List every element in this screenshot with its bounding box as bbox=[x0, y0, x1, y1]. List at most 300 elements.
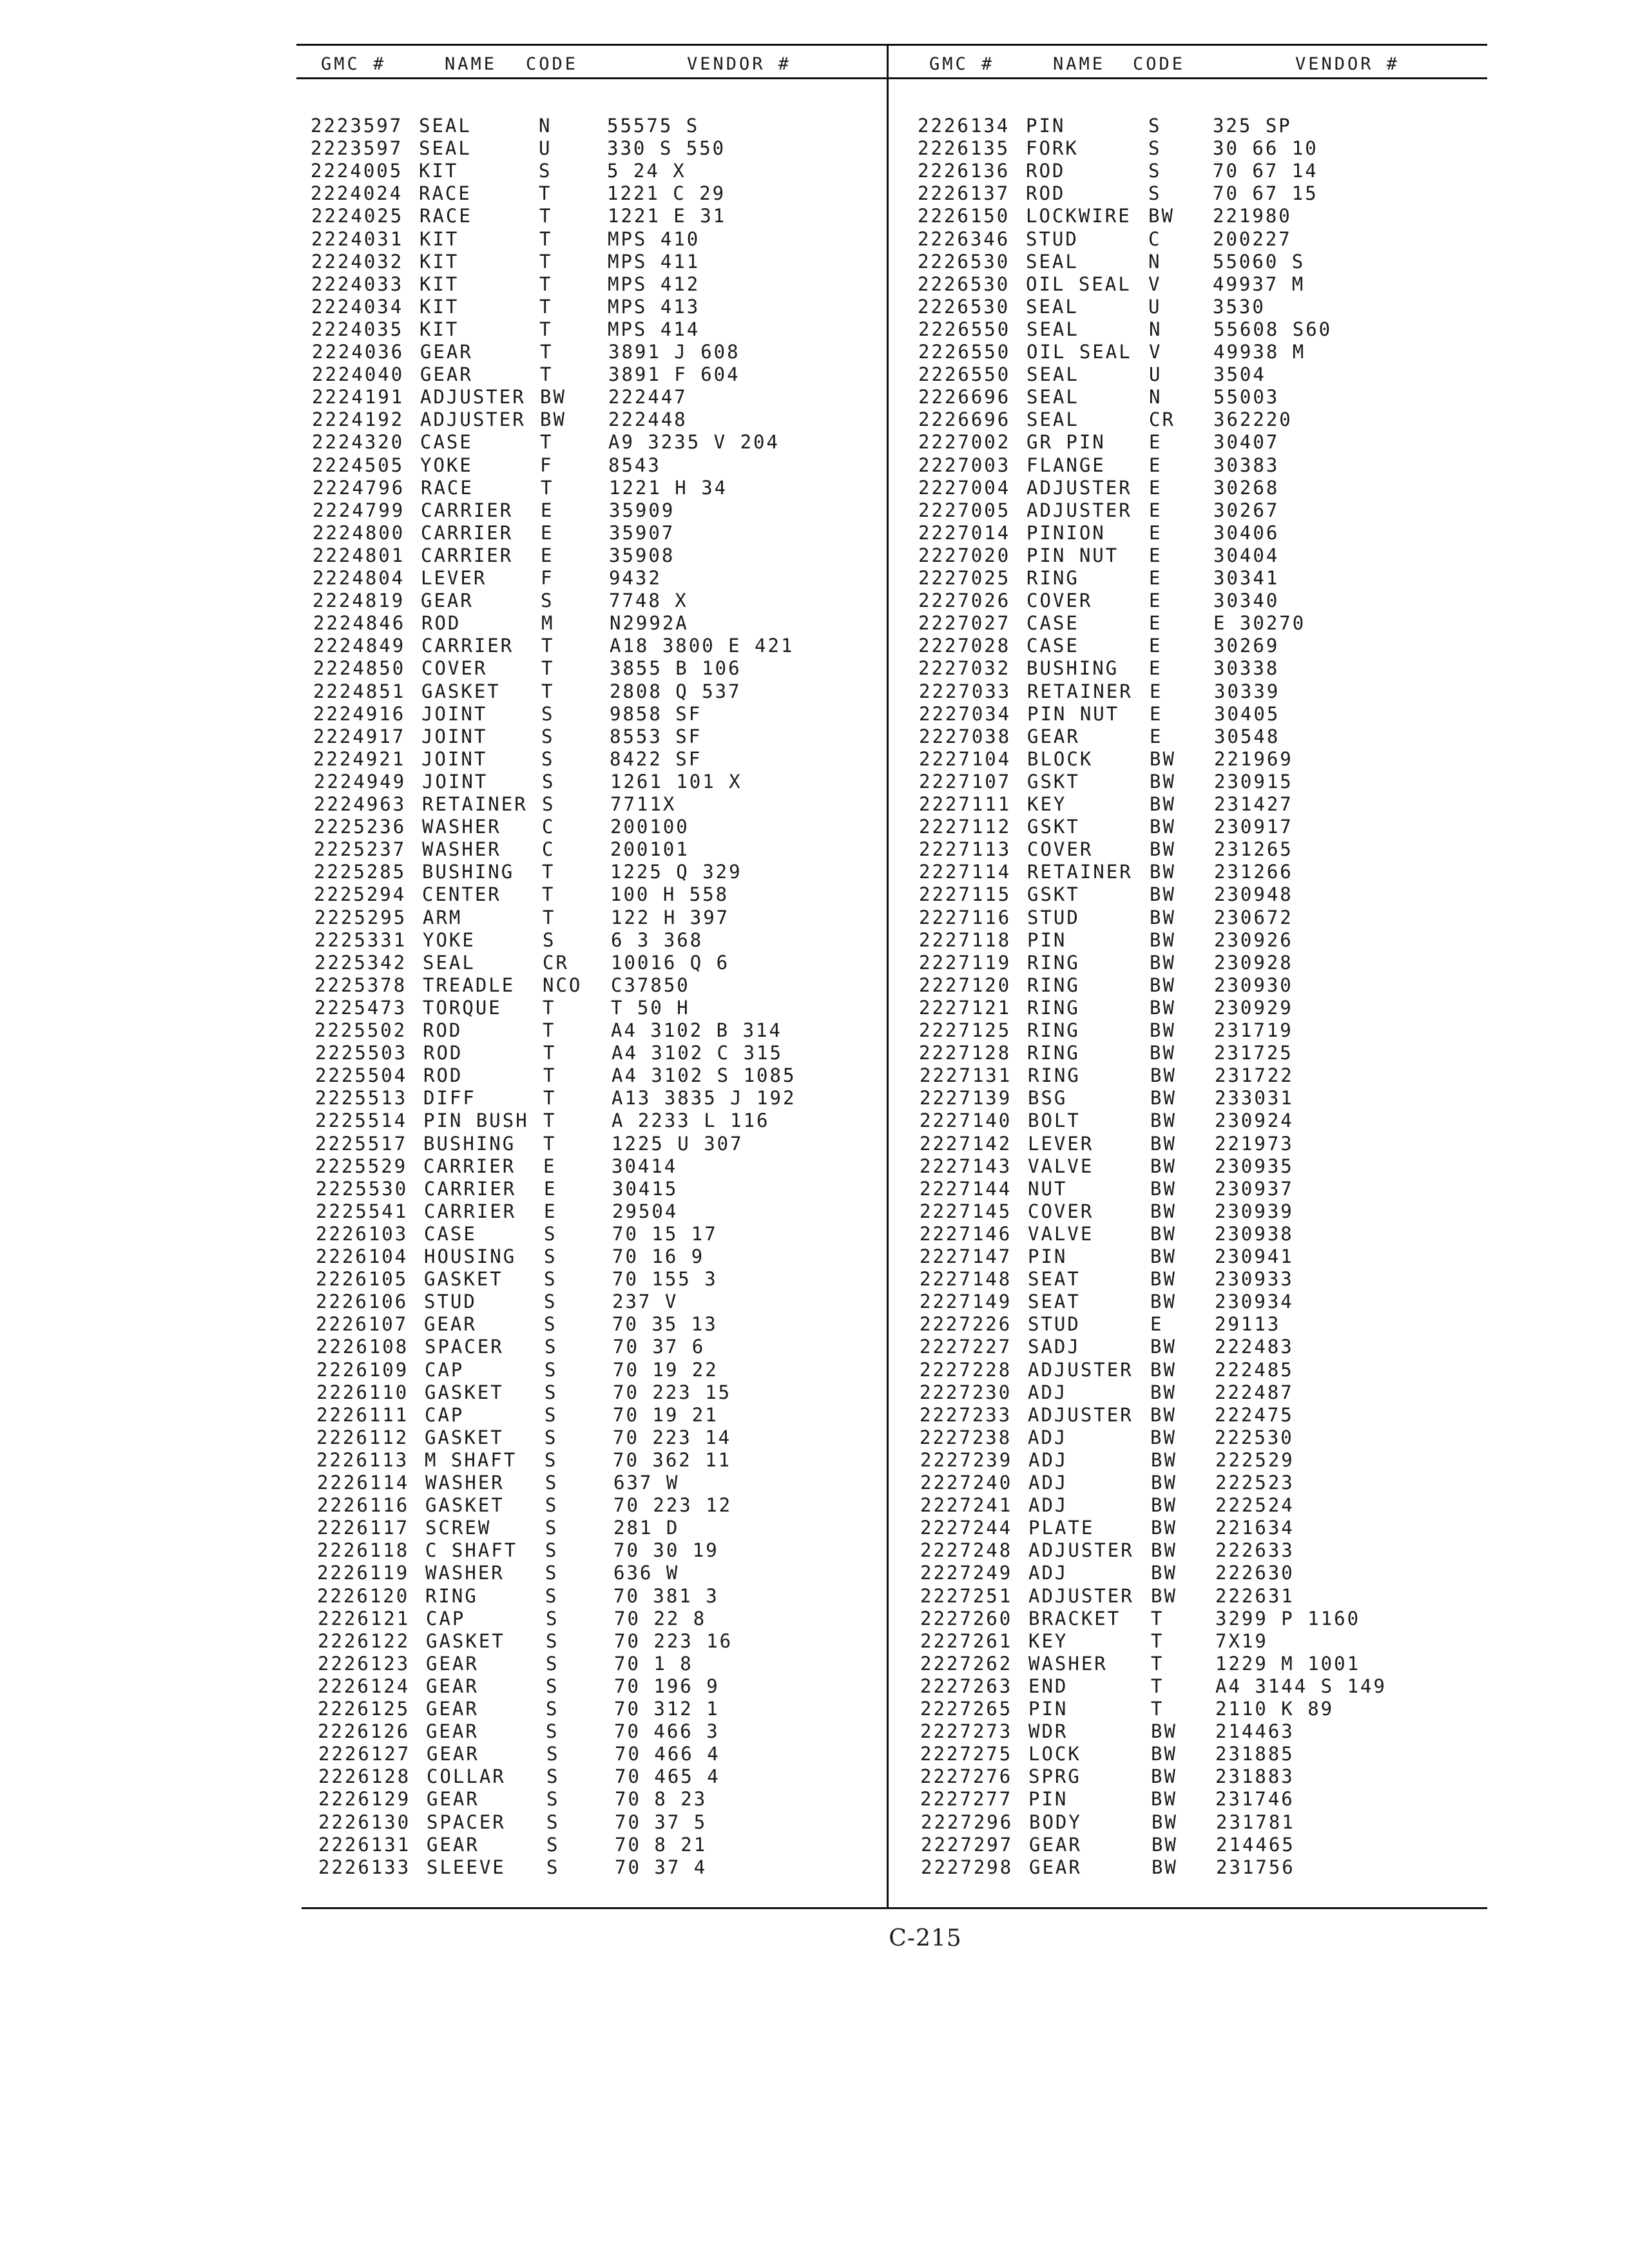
cell-name: COVER bbox=[421, 657, 488, 680]
cell-gmc: 2227125 bbox=[919, 1019, 1012, 1041]
cell-code: T bbox=[1151, 1629, 1164, 1652]
cell-code: T bbox=[540, 431, 554, 454]
cell-name: HOUSING bbox=[424, 1245, 517, 1267]
cell-vendor: 30268 bbox=[1213, 476, 1280, 499]
cell-vendor: 3891 F 604 bbox=[608, 363, 740, 386]
cell-code: E bbox=[1149, 590, 1162, 612]
cell-name: GEAR bbox=[426, 1698, 479, 1720]
cell-gmc: 2224916 bbox=[313, 702, 406, 725]
cell-gmc: 2226133 bbox=[318, 1856, 411, 1878]
cell-name: END bbox=[1028, 1675, 1068, 1697]
cell-gmc: 2227118 bbox=[919, 928, 1012, 951]
cell-vendor: 231883 bbox=[1215, 1765, 1295, 1788]
cell-name: RING bbox=[1027, 1019, 1080, 1041]
cell-vendor: 29113 bbox=[1215, 1313, 1281, 1336]
cell-vendor: 222630 bbox=[1215, 1562, 1295, 1584]
cell-vendor: 70 466 3 bbox=[614, 1720, 720, 1743]
cell-vendor: 231265 bbox=[1214, 838, 1293, 861]
cell-vendor: MPS 411 bbox=[608, 250, 700, 273]
cell-name: ADJUSTER bbox=[1027, 499, 1132, 521]
cell-code: BW bbox=[1150, 1155, 1177, 1177]
cell-name: KIT bbox=[419, 273, 459, 295]
cell-code: CR bbox=[1149, 408, 1175, 431]
cell-vendor: 70 466 4 bbox=[615, 1743, 720, 1765]
cell-vendor: N2992A bbox=[610, 612, 689, 635]
cell-vendor: MPS 410 bbox=[608, 227, 700, 250]
cell-code: E bbox=[544, 1200, 557, 1222]
cell-code: BW bbox=[1151, 1494, 1177, 1517]
cell-code: BW bbox=[1151, 1743, 1177, 1765]
cell-name: OIL SEAL bbox=[1027, 341, 1132, 363]
cell-name: STUD bbox=[1028, 1313, 1081, 1336]
cell-code: S bbox=[546, 1698, 559, 1720]
cell-code: S bbox=[544, 1268, 557, 1291]
cell-name: GSKT bbox=[1027, 883, 1080, 906]
cell-vendor: 70 37 5 bbox=[615, 1811, 708, 1833]
cell-code: S bbox=[546, 1652, 559, 1675]
cell-vendor: 221980 bbox=[1213, 205, 1292, 227]
cell-gmc: 2227111 bbox=[919, 793, 1012, 815]
cell-vendor: 222483 bbox=[1215, 1336, 1294, 1358]
cell-name: GEAR bbox=[420, 363, 473, 386]
cell-vendor: 6 3 368 bbox=[611, 928, 704, 951]
cell-gmc: 2227014 bbox=[918, 521, 1011, 544]
cell-vendor: 30269 bbox=[1213, 635, 1280, 657]
cell-name: CARRIER bbox=[421, 499, 514, 521]
cell-name: GEAR bbox=[1027, 725, 1080, 747]
cell-vendor: 222487 bbox=[1215, 1381, 1294, 1403]
cell-name: CAP bbox=[425, 1358, 465, 1381]
cell-name: GASKET bbox=[424, 1268, 503, 1291]
cell-code: T bbox=[539, 295, 553, 318]
cell-code: E bbox=[1149, 635, 1162, 657]
cell-code: E bbox=[1149, 521, 1162, 544]
cell-vendor: 70 223 16 bbox=[614, 1629, 733, 1652]
cell-code: S bbox=[1148, 115, 1162, 137]
cell-gmc: 2227107 bbox=[919, 770, 1012, 793]
cell-code: T bbox=[543, 1019, 556, 1041]
cell-vendor: 70 37 6 bbox=[613, 1336, 706, 1358]
cell-name: GASKET bbox=[426, 1629, 505, 1652]
cell-code: T bbox=[539, 250, 553, 273]
cell-gmc: 2227025 bbox=[918, 567, 1011, 589]
cell-vendor: 30 66 10 bbox=[1213, 137, 1318, 160]
cell-vendor: 30548 bbox=[1214, 725, 1280, 747]
cell-vendor: 35907 bbox=[609, 521, 675, 544]
cell-vendor: 70 19 22 bbox=[613, 1358, 718, 1381]
cell-code: S bbox=[546, 1788, 560, 1811]
cell-gmc: 2226121 bbox=[318, 1607, 410, 1629]
cell-gmc: 2226346 bbox=[918, 227, 1010, 250]
cell-name: PINION bbox=[1027, 521, 1106, 544]
cell-gmc: 2225517 bbox=[315, 1132, 408, 1155]
cell-gmc: 2224033 bbox=[311, 273, 404, 295]
cell-code: S bbox=[545, 1403, 558, 1426]
cell-gmc: 2227112 bbox=[919, 816, 1012, 838]
cell-code: S bbox=[546, 1833, 560, 1856]
cell-name: KEY bbox=[1028, 1629, 1068, 1652]
cell-name: GEAR bbox=[1029, 1833, 1082, 1856]
cell-name: CASE bbox=[420, 431, 473, 454]
cell-vendor: 30405 bbox=[1214, 702, 1280, 725]
cell-vendor: 70 8 23 bbox=[615, 1788, 708, 1811]
cell-name: GSKT bbox=[1027, 816, 1080, 838]
cell-vendor: 231722 bbox=[1215, 1064, 1294, 1087]
cell-vendor: 231266 bbox=[1214, 861, 1293, 883]
cell-vendor: 222448 bbox=[608, 408, 688, 431]
cell-name: BUSHING bbox=[1027, 657, 1119, 680]
cell-vendor: 3504 bbox=[1213, 363, 1266, 386]
cell-vendor: 35908 bbox=[609, 544, 675, 566]
cell-vendor: 70 37 4 bbox=[615, 1856, 708, 1878]
cell-vendor: A18 3800 E 421 bbox=[610, 635, 795, 657]
cell-gmc: 2227027 bbox=[918, 612, 1011, 635]
cell-code: BW bbox=[1150, 1087, 1177, 1110]
cell-name: PIN NUT bbox=[1027, 702, 1120, 725]
cell-code: BW bbox=[1150, 1200, 1177, 1222]
cell-name: C SHAFT bbox=[425, 1539, 518, 1562]
cell-name: JOINT bbox=[421, 725, 488, 747]
cell-name: OIL SEAL bbox=[1026, 273, 1132, 295]
cell-code: S bbox=[545, 1448, 558, 1471]
cell-name: WASHER bbox=[422, 838, 501, 861]
cell-code: S bbox=[546, 1765, 560, 1788]
cell-code: U bbox=[1148, 295, 1162, 318]
cell-code: S bbox=[541, 747, 555, 770]
cell-vendor: 636 W bbox=[613, 1562, 680, 1584]
cell-gmc: 2227261 bbox=[920, 1629, 1013, 1652]
cell-name: JOINT bbox=[421, 702, 488, 725]
cell-name: CARRIER bbox=[423, 1155, 516, 1177]
cell-vendor: 230672 bbox=[1214, 906, 1293, 928]
cell-code: E bbox=[1150, 725, 1163, 747]
cell-code: E bbox=[1149, 431, 1162, 454]
cell-code: BW bbox=[1150, 1245, 1177, 1267]
cell-vendor: 230941 bbox=[1215, 1245, 1294, 1267]
cell-code: S bbox=[546, 1720, 559, 1743]
cell-vendor: 70 312 1 bbox=[614, 1698, 720, 1720]
cell-name: GEAR bbox=[1029, 1856, 1082, 1878]
cell-vendor: 7711X bbox=[610, 793, 677, 815]
cell-name: RETAINER bbox=[1027, 680, 1133, 702]
cell-gmc: 2227145 bbox=[920, 1200, 1012, 1222]
cell-code: E bbox=[1149, 499, 1162, 521]
cell-gmc: 2227121 bbox=[919, 996, 1012, 1019]
cell-name: RACE bbox=[419, 182, 472, 205]
cell-name: SEAL bbox=[1027, 408, 1079, 431]
cell-name: GEAR bbox=[427, 1743, 479, 1765]
cell-gmc: 2224963 bbox=[314, 793, 407, 815]
cell-code: BW bbox=[540, 386, 566, 408]
cell-code: BW bbox=[1150, 1042, 1176, 1064]
cell-gmc: 2226530 bbox=[918, 295, 1010, 318]
cell-name: BOLT bbox=[1028, 1110, 1081, 1132]
cell-code: BW bbox=[1150, 793, 1176, 815]
cell-name: LEVER bbox=[421, 567, 487, 589]
cell-vendor: A 2233 L 116 bbox=[612, 1110, 770, 1132]
right-header-code: CODE bbox=[1133, 54, 1186, 74]
cell-vendor: 7748 X bbox=[609, 590, 688, 612]
cell-code: NCO bbox=[543, 974, 583, 996]
cell-gmc: 2225237 bbox=[314, 838, 407, 861]
cell-code: E bbox=[544, 1177, 557, 1200]
cell-vendor: 237 V bbox=[612, 1291, 679, 1313]
cell-code: S bbox=[546, 1743, 560, 1765]
cell-vendor: 70 67 15 bbox=[1213, 182, 1318, 205]
cell-name: CARRIER bbox=[421, 521, 514, 544]
cell-code: V bbox=[1148, 273, 1162, 295]
cell-vendor: 200100 bbox=[610, 816, 689, 838]
cell-name: CARRIER bbox=[421, 635, 514, 657]
cell-code: T bbox=[1151, 1675, 1164, 1697]
cell-code: T bbox=[540, 363, 554, 386]
cell-vendor: 30340 bbox=[1213, 590, 1280, 612]
cell-vendor: 222524 bbox=[1215, 1494, 1295, 1517]
cell-code: S bbox=[1148, 137, 1162, 160]
cell-code: E bbox=[1150, 680, 1163, 702]
cell-name: ADJUSTER bbox=[1028, 1584, 1134, 1607]
cell-gmc: 2224819 bbox=[313, 590, 405, 612]
cell-code: BW bbox=[1150, 1426, 1177, 1448]
cell-name: GEAR bbox=[427, 1788, 479, 1811]
cell-gmc: 2226530 bbox=[918, 273, 1010, 295]
cell-name: ROD bbox=[423, 1019, 463, 1041]
cell-gmc: 2226127 bbox=[318, 1743, 411, 1765]
cell-vendor: 30404 bbox=[1213, 544, 1280, 566]
cell-gmc: 2226105 bbox=[316, 1268, 409, 1291]
cell-name: RACE bbox=[419, 205, 472, 227]
cell-code: S bbox=[541, 590, 554, 612]
cell-gmc: 2223597 bbox=[311, 115, 403, 137]
cell-name: BSG bbox=[1028, 1087, 1068, 1110]
cell-vendor: 35909 bbox=[609, 499, 675, 521]
cell-vendor: 2110 K 89 bbox=[1215, 1698, 1335, 1720]
cell-gmc: 2224846 bbox=[313, 612, 406, 635]
cell-code: S bbox=[546, 1856, 560, 1878]
cell-code: N bbox=[1148, 250, 1162, 273]
cell-code: T bbox=[541, 635, 555, 657]
cell-vendor: 222485 bbox=[1215, 1358, 1294, 1381]
cell-code: S bbox=[541, 702, 555, 725]
top-rule bbox=[296, 44, 1487, 46]
cell-gmc: 2224024 bbox=[311, 182, 403, 205]
cell-name: JOINT bbox=[422, 770, 488, 793]
cell-name: COVER bbox=[1028, 1200, 1094, 1222]
cell-gmc: 2226136 bbox=[918, 160, 1010, 182]
cell-code: E bbox=[1150, 702, 1163, 725]
cell-code: S bbox=[545, 1539, 559, 1562]
cell-vendor: 222475 bbox=[1215, 1403, 1294, 1426]
cell-gmc: 2226131 bbox=[318, 1833, 411, 1856]
cell-code: T bbox=[543, 996, 556, 1019]
cell-name: GEAR bbox=[426, 1675, 479, 1697]
cell-name: BRACKET bbox=[1028, 1607, 1121, 1629]
cell-name: ADJUSTER bbox=[420, 408, 526, 431]
cell-gmc: 2226124 bbox=[318, 1675, 410, 1697]
cell-name: RETAINER bbox=[422, 793, 528, 815]
cell-gmc: 2226137 bbox=[918, 182, 1010, 205]
cell-code: BW bbox=[1148, 205, 1175, 227]
cell-vendor: 221973 bbox=[1215, 1132, 1294, 1155]
cell-code: BW bbox=[1150, 1381, 1177, 1403]
cell-vendor: 230926 bbox=[1214, 928, 1293, 951]
cell-gmc: 2226135 bbox=[918, 137, 1010, 160]
cell-vendor: 55575 S bbox=[607, 115, 700, 137]
cell-code: U bbox=[539, 137, 552, 160]
cell-code: M bbox=[541, 612, 555, 635]
cell-name: ADJ bbox=[1028, 1426, 1068, 1448]
cell-name: GEAR bbox=[424, 1313, 477, 1336]
cell-gmc: 2227275 bbox=[920, 1743, 1013, 1765]
cell-vendor: 55608 S60 bbox=[1213, 318, 1333, 340]
cell-code: BW bbox=[1151, 1788, 1177, 1811]
left-header-vendor: VENDOR # bbox=[687, 54, 792, 74]
cell-vendor: E 30270 bbox=[1213, 612, 1306, 635]
cell-gmc: 2226550 bbox=[918, 318, 1011, 340]
cell-code: BW bbox=[1150, 747, 1176, 770]
cell-vendor: 222529 bbox=[1215, 1448, 1295, 1471]
cell-vendor: 221969 bbox=[1214, 747, 1293, 770]
cell-vendor: 221634 bbox=[1215, 1517, 1295, 1539]
cell-name: GEAR bbox=[426, 1652, 479, 1675]
cell-name: YOKE bbox=[420, 454, 473, 476]
cell-gmc: 2227297 bbox=[921, 1833, 1014, 1856]
cell-name: SLEEVE bbox=[427, 1856, 506, 1878]
cell-gmc: 2226118 bbox=[317, 1539, 410, 1562]
cell-gmc: 2227142 bbox=[920, 1132, 1012, 1155]
cell-code: N bbox=[1149, 386, 1162, 408]
cell-code: E bbox=[1149, 544, 1162, 566]
cell-gmc: 2224917 bbox=[313, 725, 406, 747]
cell-code: BW bbox=[1151, 1584, 1177, 1607]
cell-gmc: 2224034 bbox=[311, 295, 404, 318]
cell-gmc: 2225236 bbox=[314, 816, 407, 838]
cell-gmc: 2225513 bbox=[315, 1087, 408, 1110]
cell-gmc: 2225294 bbox=[314, 883, 407, 906]
cell-code: T bbox=[543, 1042, 557, 1064]
cell-code: BW bbox=[1151, 1562, 1177, 1584]
cell-gmc: 2227260 bbox=[920, 1607, 1013, 1629]
cell-vendor: 222530 bbox=[1215, 1426, 1294, 1448]
cell-gmc: 2226114 bbox=[317, 1472, 410, 1494]
cell-code: S bbox=[544, 1245, 557, 1267]
right-parts-column bbox=[0, 115, 1629, 1893]
right-header-vendor: VENDOR # bbox=[1295, 54, 1400, 74]
cell-gmc: 2226696 bbox=[918, 408, 1011, 431]
cell-name: GR PIN bbox=[1027, 431, 1106, 454]
cell-gmc: 2224850 bbox=[313, 657, 406, 680]
cell-vendor: 30415 bbox=[612, 1177, 679, 1200]
cell-vendor: 70 362 11 bbox=[613, 1448, 732, 1471]
cell-name: TREADLE bbox=[423, 974, 516, 996]
cell-vendor: 70 465 4 bbox=[615, 1765, 720, 1788]
cell-code: BW bbox=[1150, 1268, 1177, 1291]
cell-name: CAP bbox=[425, 1403, 465, 1426]
cell-gmc: 2227020 bbox=[918, 544, 1011, 566]
cell-code: T bbox=[540, 341, 554, 363]
cell-vendor: 70 35 13 bbox=[612, 1313, 718, 1336]
cell-name: ROD bbox=[421, 612, 461, 635]
cell-gmc: 2226119 bbox=[317, 1562, 410, 1584]
cell-name: PLATE bbox=[1028, 1517, 1095, 1539]
cell-gmc: 2224035 bbox=[311, 318, 404, 340]
cell-name: COVER bbox=[1027, 838, 1094, 861]
cell-vendor: T 50 H bbox=[611, 996, 690, 1019]
cell-name: SEAL bbox=[419, 137, 472, 160]
cell-code: S bbox=[539, 160, 552, 182]
cell-name: BUSHING bbox=[423, 1132, 516, 1155]
cell-code: S bbox=[545, 1517, 559, 1539]
cell-name: BLOCK bbox=[1027, 747, 1094, 770]
cell-gmc: 2227265 bbox=[920, 1698, 1013, 1720]
cell-vendor: 8543 bbox=[608, 454, 661, 476]
cell-code: C bbox=[542, 816, 555, 838]
cell-gmc: 2226107 bbox=[316, 1313, 409, 1336]
cell-code: F bbox=[540, 454, 554, 476]
cell-vendor: A4 3144 S 149 bbox=[1215, 1675, 1387, 1697]
cell-name: STUD bbox=[424, 1291, 477, 1313]
cell-gmc: 2226103 bbox=[316, 1222, 409, 1245]
cell-name: RACE bbox=[421, 476, 474, 499]
cell-name: RETAINER bbox=[1027, 861, 1133, 883]
cell-name: GASKET bbox=[425, 1494, 505, 1517]
cell-gmc: 2227276 bbox=[920, 1765, 1013, 1788]
cell-gmc: 2227233 bbox=[920, 1403, 1012, 1426]
cell-code: S bbox=[544, 1313, 557, 1336]
cell-code: BW bbox=[1151, 1765, 1177, 1788]
cell-vendor: 222633 bbox=[1215, 1539, 1295, 1562]
cell-name: ROD bbox=[1026, 160, 1066, 182]
cell-vendor: 230917 bbox=[1214, 816, 1293, 838]
cell-gmc: 2226550 bbox=[918, 341, 1011, 363]
cell-vendor: 30339 bbox=[1214, 680, 1280, 702]
cell-name: SEAL bbox=[419, 115, 472, 137]
cell-name: ADJUSTER bbox=[1027, 476, 1132, 499]
cell-code: BW bbox=[1151, 1517, 1177, 1539]
cell-code: T bbox=[543, 1087, 557, 1110]
cell-vendor: 230924 bbox=[1215, 1110, 1294, 1132]
cell-vendor: 231756 bbox=[1216, 1856, 1295, 1878]
cell-vendor: 70 19 21 bbox=[613, 1403, 718, 1426]
cell-vendor: 70 155 3 bbox=[612, 1268, 718, 1291]
cell-name: RING bbox=[1027, 567, 1079, 589]
cell-code: BW bbox=[1150, 1019, 1176, 1041]
cell-gmc: 2227238 bbox=[920, 1426, 1012, 1448]
cell-name: GSKT bbox=[1027, 770, 1080, 793]
cell-code: BW bbox=[1150, 861, 1176, 883]
cell-name: SPACER bbox=[425, 1336, 504, 1358]
cell-gmc: 2224804 bbox=[313, 567, 405, 589]
cell-code: U bbox=[1149, 363, 1162, 386]
cell-vendor: 325 SP bbox=[1213, 115, 1292, 137]
cell-code: E bbox=[1150, 1313, 1164, 1336]
cell-code: BW bbox=[1150, 1358, 1177, 1381]
cell-name: SADJ bbox=[1028, 1336, 1081, 1358]
cell-code: BW bbox=[1152, 1833, 1178, 1856]
cell-code: S bbox=[542, 770, 555, 793]
cell-vendor: 231719 bbox=[1214, 1019, 1293, 1041]
cell-name: CARRIER bbox=[421, 544, 514, 566]
cell-vendor: 70 223 15 bbox=[613, 1381, 732, 1403]
cell-vendor: A13 3835 J 192 bbox=[612, 1087, 796, 1110]
cell-name: LOCK bbox=[1028, 1743, 1081, 1765]
cell-vendor: 5 24 X bbox=[607, 160, 686, 182]
cell-vendor: 214463 bbox=[1215, 1720, 1295, 1743]
cell-gmc: 2224800 bbox=[313, 521, 405, 544]
cell-gmc: 2226150 bbox=[918, 205, 1010, 227]
cell-vendor: 70 67 14 bbox=[1213, 160, 1318, 182]
cell-gmc: 2225541 bbox=[316, 1200, 409, 1222]
